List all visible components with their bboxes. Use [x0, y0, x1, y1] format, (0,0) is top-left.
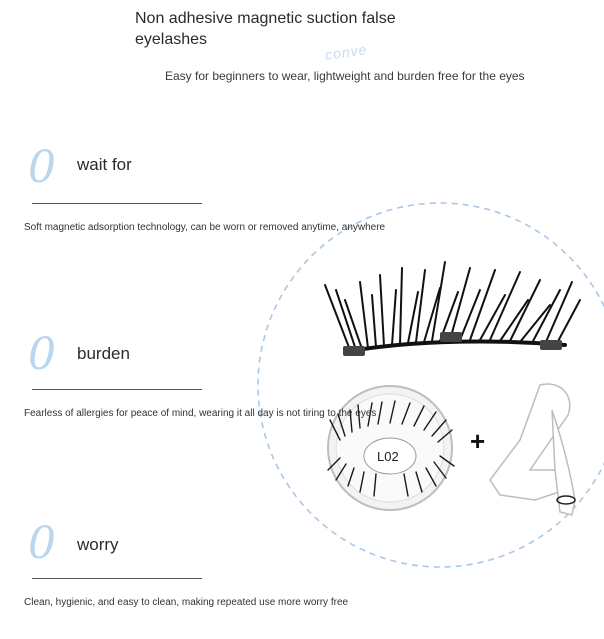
feature-divider — [32, 578, 202, 579]
feature-divider — [32, 203, 202, 204]
feature-number: 0 — [28, 142, 56, 193]
feature-label-wait-for: wait for — [77, 155, 132, 174]
page-subtitle: Easy for beginners to wear, lightweight and burden free for the eyes — [165, 69, 525, 83]
feature-description: Fearless of allergies for peace of mind, wearing it all day is not tiring to the eyes — [24, 408, 377, 419]
feature-description: Clean, hygienic, and easy to clean, making repeated use more worry free — [24, 597, 349, 608]
magnet-left — [343, 346, 365, 356]
magnet-middle — [440, 332, 462, 342]
watermark-text: conve — [324, 41, 369, 63]
page-title: Non adhesive magnetic suction false eyelashes — [135, 10, 396, 48]
case-label: L02 — [377, 449, 399, 464]
feature-description: Soft magnetic adsorption technology, can be worn or removed anytime, anywhere — [24, 222, 386, 233]
feature-label-worry: worry — [77, 535, 119, 554]
applicator-tweezer — [490, 384, 575, 515]
lash-case — [328, 386, 454, 510]
plus-sign: + — [470, 426, 486, 456]
feature-label-burden: burden — [77, 344, 130, 363]
feature-number: 0 — [28, 518, 56, 569]
magnet-right — [540, 340, 562, 350]
feature-divider — [32, 389, 202, 390]
feature-number: 0 — [28, 329, 56, 380]
